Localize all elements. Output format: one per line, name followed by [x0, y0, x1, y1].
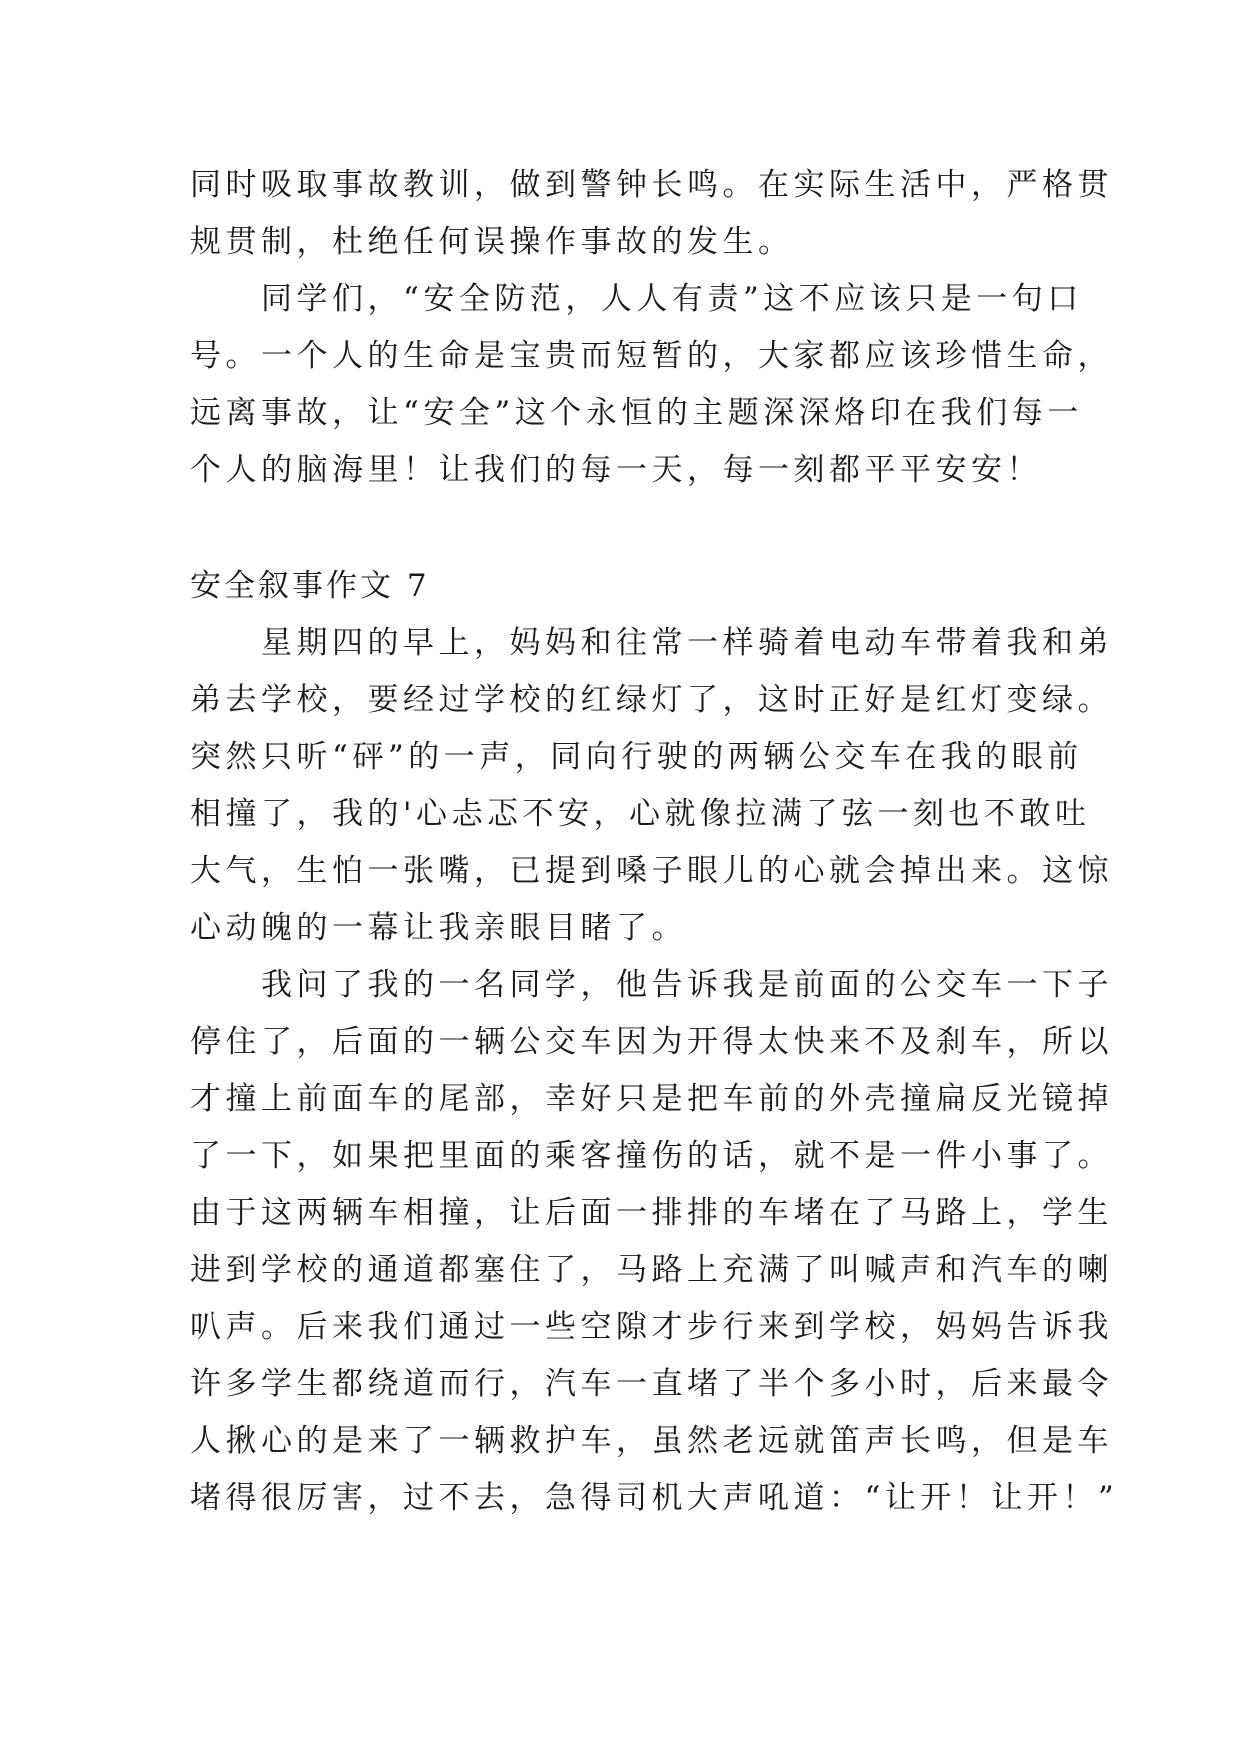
text-line: 我问了我的一名同学，他告诉我是前面的公交车一下子: [190, 967, 1113, 1003]
text-line: 堵得很厉害，过不去，急得司机大声吼道：“让开！让开！”: [190, 1480, 1119, 1516]
text-line: 进到学校的通道都塞住了，马路上充满了叫喊声和汽车的喇: [190, 1252, 1113, 1288]
section-heading: 安全叙事作文 7: [190, 568, 430, 604]
text-line: 星期四的早上，妈妈和往常一样骑着电动车带着我和弟: [190, 625, 1113, 661]
text-line: 规贯制，杜绝任何误操作事故的发生。: [190, 224, 794, 260]
text-line: 叭声。后来我们通过一些空隙才步行来到学校，妈妈告诉我: [190, 1309, 1113, 1345]
text-line: 停住了，后面的一辆公交车因为开得太快来不及刹车，所以: [190, 1024, 1113, 1060]
text-line: 了一下，如果把里面的乘客撞伤的话，就不是一件小事了。: [190, 1138, 1113, 1174]
text-line: 大气，生怕一张嘴，已提到嗓子眼儿的心就会掉出来。这惊: [190, 853, 1113, 889]
text-line: 才撞上前面车的尾部，幸好只是把车前的外壳撞扁反光镜掉: [190, 1081, 1113, 1117]
text-line: 弟去学校，要经过学校的红绿灯了，这时正好是红灯变绿。: [190, 682, 1113, 718]
text-line: 远离事故，让“安全”这个永恒的主题深深烙印在我们每一: [190, 395, 1083, 431]
text-line: 许多学生都绕道而行，汽车一直堵了半个多小时，后来最令: [190, 1366, 1113, 1402]
text-line: 同时吸取事故教训，做到警钟长鸣。在实际生活中，严格贯: [190, 167, 1113, 203]
text-line: 突然只听“砰”的一声，同向行驶的两辆公交车在我的眼前: [190, 739, 1083, 775]
text-line: 相撞了，我的'心忐忑不安，心就像拉满了弦一刻也不敢吐: [190, 796, 1091, 832]
text-line: 个人的脑海里！让我们的每一天，每一刻都平平安安！: [190, 452, 1042, 488]
text-line: 同学们，“安全防范，人人有责”这不应该只是一句口: [190, 281, 1083, 317]
text-line: 人揪心的是来了一辆救护车，虽然老远就笛声长鸣，但是车: [190, 1423, 1113, 1459]
text-line: 心动魄的一幕让我亲眼目睹了。: [190, 910, 687, 946]
text-line: 号。一个人的生命是宝贵而短暂的，大家都应该珍惜生命，: [190, 338, 1113, 374]
text-line: 由于这两辆车相撞，让后面一排排的车堵在了马路上，学生: [190, 1195, 1113, 1231]
